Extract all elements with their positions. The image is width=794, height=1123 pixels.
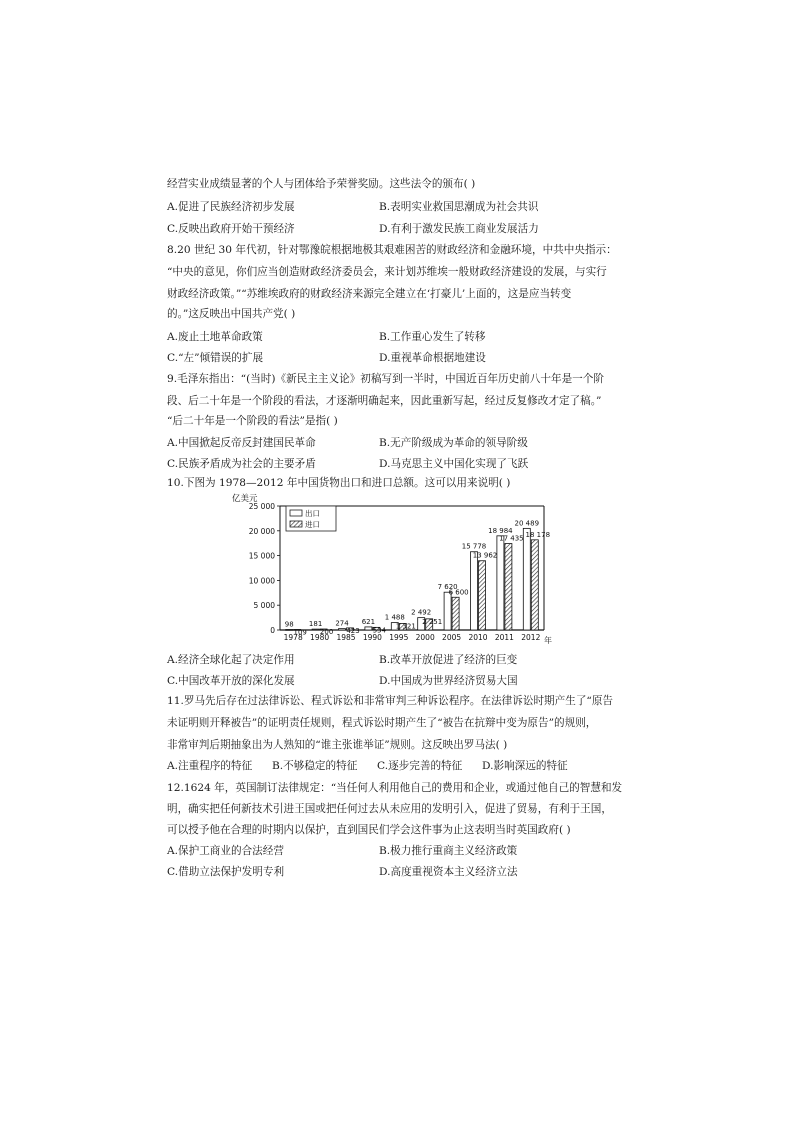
legend-swatch-export: [290, 510, 302, 516]
legend-label-export: 出口: [305, 509, 320, 518]
x-tick-label: 1980: [310, 633, 330, 642]
q8-stem-line: 8.20 世纪 30 年代初，针对鄂豫皖根据地极其艰难困苦的财政经济和金融环境，中共中央指示：: [167, 244, 617, 256]
q11-option-b[interactable]: B.不够稳定的特征: [272, 760, 358, 772]
bar-import: [505, 544, 512, 630]
y-tick-label: 20 000: [248, 526, 275, 536]
bar-export: [497, 536, 504, 630]
data-label-export: 2 492: [411, 608, 432, 617]
q12-option-b[interactable]: B.极力推行重商主义经济政策: [379, 845, 518, 857]
y-tick-label: 0: [270, 626, 275, 635]
trade-bar-chart: [228, 486, 558, 644]
q9-option-a[interactable]: A.中国掀起反帝反封建国民革命: [167, 437, 316, 449]
bar-export: [523, 528, 530, 630]
q7-option-b[interactable]: B.表明实业救国思潮成为社会共识: [379, 201, 539, 213]
q10-option-b[interactable]: B.改革开放促进了经济的巨变: [379, 654, 518, 666]
q10-option-a[interactable]: A.经济全球化起了决定作用: [167, 654, 295, 666]
data-label-import: 13 962: [472, 551, 498, 560]
data-label-export: 20 489: [514, 519, 540, 528]
bar-import: [452, 597, 459, 630]
q9-stem-line: “后二十年是一个阶段的看法”是指( ): [167, 415, 338, 427]
x-tick-label: 1990: [362, 633, 382, 642]
data-label-import: 17 435: [499, 534, 524, 543]
legend-swatch-import: [290, 521, 302, 527]
q11-option-d[interactable]: D.影响深远的特征: [482, 760, 568, 772]
q7-stem: 经营实业成绩显著的个人与团体给予荣誉奖励。这些法令的颁布( ): [167, 178, 476, 190]
y-tick-label: 25 000: [248, 502, 275, 511]
data-label-export: 181: [308, 620, 323, 629]
data-label-import: 423: [346, 626, 360, 635]
bar-import: [531, 540, 538, 630]
data-label-export: 18 984: [488, 526, 513, 535]
y-axis-unit-label: 亿美元: [232, 494, 258, 504]
data-label-export: 621: [361, 617, 376, 626]
q11-option-c[interactable]: C.逐步完善的特征: [377, 760, 463, 772]
q8-stem-line: “中央的意见，你们应当创造财政经济委员会，来计划苏维埃一般财政经济建设的发展，与实行: [167, 266, 607, 278]
bar-export: [365, 627, 372, 630]
x-tick-label: 1995: [389, 633, 409, 642]
data-label-import: 1 321: [395, 622, 416, 631]
bar-export: [444, 592, 451, 630]
q9-option-c[interactable]: C.民族矛盾成为社会的主要矛盾: [167, 458, 316, 470]
bar-export: [312, 629, 319, 630]
x-axis-unit-label: 年: [544, 636, 552, 644]
data-label-export: 7 620: [437, 583, 458, 592]
x-tick-label: 2000: [415, 633, 435, 642]
q12-option-c[interactable]: C.借助立法保护发明专利: [167, 866, 285, 878]
x-tick-label: 2010: [468, 633, 488, 642]
q10-option-c[interactable]: C.中国改革开放的深化发展: [167, 675, 295, 687]
data-label-import: 6 600: [448, 588, 469, 597]
y-tick-label: 5 000: [253, 601, 275, 611]
q8-option-d[interactable]: D.重视革命根据地建设: [379, 352, 486, 364]
x-tick-label: 1985: [336, 633, 356, 642]
data-label-export: 98: [284, 620, 294, 629]
x-tick-label: 2005: [442, 633, 462, 642]
bar-export: [471, 552, 478, 630]
q8-option-b[interactable]: B.工作重心发生了转移: [379, 331, 486, 343]
q12-stem-line: 可以授予他在合理的时期内以保护，直到国民们学会这件事为止这表明当时英国政府( ): [167, 824, 571, 836]
q9-option-b[interactable]: B.无产阶级成为革命的领导阶级: [379, 437, 528, 449]
data-label-import: 109: [293, 628, 307, 637]
q8-stem-line: 的。”这反映出中国共产党( ): [167, 308, 296, 320]
bar-import: [479, 561, 486, 630]
data-label-import: 200: [319, 628, 334, 637]
y-tick-label: 15 000: [248, 551, 275, 561]
bar-export: [286, 630, 293, 631]
q7-option-a[interactable]: A.促进了民族经济初步发展: [167, 201, 295, 213]
q11-stem-line: 未证明则开释被告”的证明责任规则，程式诉讼时期产生了“被告在抗辩中变为原告”的规则，: [167, 717, 597, 729]
q12-stem-line: 明，确实把任何新技术引进王国或把任何过去从未应用的发明引入，促进了贸易，有利于王国，: [167, 803, 612, 815]
q10-option-d[interactable]: D.中国成为世界经济贸易大国: [379, 675, 518, 687]
data-label-import: 2 251: [422, 617, 443, 626]
q10-stem: 10.下图为 1978—2012 年中国货物出口和进口总额。这可以用来说明( ): [167, 477, 511, 489]
x-tick-label: 1978: [283, 633, 303, 642]
q12-option-a[interactable]: A.保护工商业的合法经营: [167, 845, 284, 857]
q12-option-d[interactable]: D.高度重视资本主义经济立法: [379, 866, 518, 878]
data-label-export: 15 778: [461, 542, 487, 551]
q9-option-d[interactable]: D.马克思主义中国化实现了飞跃: [379, 458, 529, 470]
data-label-export: 274: [335, 619, 349, 628]
y-tick-label: 10 000: [248, 576, 275, 586]
legend-label-import: 进口: [305, 520, 320, 529]
q8-stem-line: 财政经济政策。”“苏维埃政府的财政经济来源完全建立在‘打豪儿’上面的，这是应当转变: [167, 288, 572, 300]
q7-option-c[interactable]: C.反映出政府开始干预经济: [167, 223, 295, 235]
q8-option-c[interactable]: C.“左”倾错误的扩展: [167, 352, 264, 364]
q7-option-d[interactable]: D.有利于激发民族工商业发展活力: [379, 223, 539, 235]
x-tick-label: 2011: [494, 633, 514, 642]
q8-option-a[interactable]: A.废止土地革命政策: [167, 331, 263, 343]
q11-stem-line: 非常审判后期抽象出为人熟知的“谁主张谁举证”规则。这反映出罗马法( ): [167, 739, 508, 751]
q9-stem-line: 9.毛泽东指出：“(当时)《新民主主义论》初稿写到一半时，中国近百年历史前八十年是一个阶: [167, 373, 604, 385]
data-label-import: 534: [372, 626, 387, 635]
bar-export: [339, 629, 346, 630]
q12-stem-line: 12.1624 年，英国制订法律规定：“当任何人利用他自己的费用和企业，或通过他自己的智慧和发: [167, 782, 623, 794]
x-tick-label: 2012: [521, 633, 541, 642]
q9-stem-line: 段、后二十年是一个阶段的看法，才逐渐明确起来，因此重新写起，经过反复修改才定了稿。”: [167, 395, 602, 407]
data-label-import: 18 178: [525, 530, 551, 539]
q11-option-a[interactable]: A.注重程序的特征: [167, 760, 253, 772]
chart-legend: [286, 506, 336, 531]
data-label-export: 1 488: [384, 613, 405, 622]
q11-stem-line: 11.罗马先后存在过法律诉讼、程式诉讼和非常审判三种诉讼程序。在法律诉讼时期产生了“原告: [167, 695, 614, 707]
